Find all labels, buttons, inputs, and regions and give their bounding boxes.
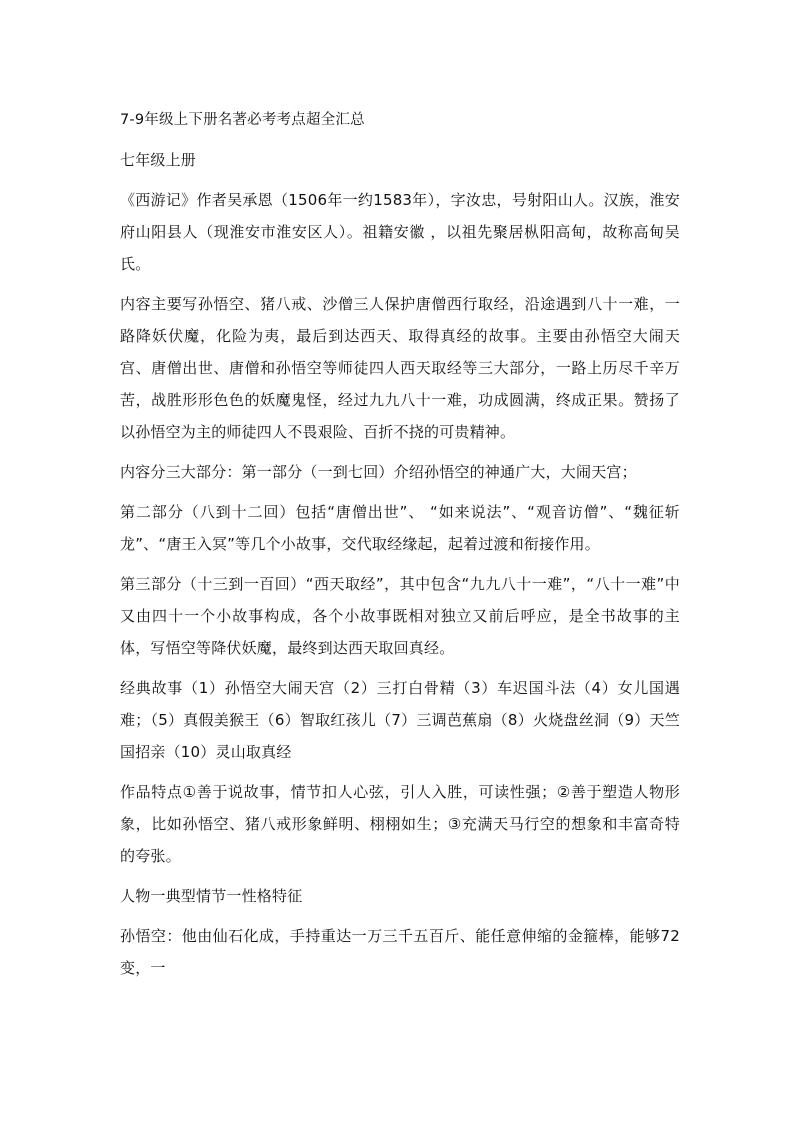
spacer xyxy=(120,664,680,672)
paragraph-part-two: 第二部分（八到十二回）包括“唐僧出世”、 “如来说法”、“观音访僧”、“魏征斩龙”、“唐王入冥”等几个小故事，交代取经缘起，起着过渡和衔接作用。 xyxy=(120,503,680,553)
spacer xyxy=(120,560,680,568)
document-title: 7-9年级上下册名著必考考点超全汇总 xyxy=(120,112,365,128)
section-heading: 七年级上册 xyxy=(120,151,197,169)
spacer xyxy=(120,768,680,776)
paragraph-features: 作品特点①善于说故事，情节扣人心弦，引人入胜，可读性强；②善于塑造人物形象，比如孙悟空、猪八戒形象鲜明、栩栩如生；③充满天马行空的想象和丰富奇特的夸张。 xyxy=(120,783,680,865)
spacer xyxy=(120,136,680,144)
spacer xyxy=(120,176,680,184)
paragraph-part-one: 内容分三大部分：第一部分（一到七回）介绍孙悟空的神通广大，大闹天宫； xyxy=(120,463,637,481)
paragraph-part-three: 第三部分（十三到一百回）“西天取经”，其中包含“九九八十一难”，“八十一难”中又由四十一个小故事构成，各个小故事既相对独立又前后呼应，是全书故事的主体，写悟空等降伏妖魔，最终到达西天取回真经。 xyxy=(120,575,680,657)
spacer xyxy=(120,872,680,880)
paragraph-character-heading: 人物一典型情节一性格特征 xyxy=(120,887,303,905)
paragraph-summary: 内容主要写孙悟空、猪八戒、沙僧三人保护唐僧西行取经，沿途遇到八十一难，一路降妖伏魔，化险为夷，最后到达西天、取得真经的故事。主要由孙悟空大闹天宫、唐僧出世、唐僧和孙悟空等师徒四人西天取经等三大部分，一路上历尽千辛万苦，战胜形形色色的妖魔鬼怪，经过九九八十一难，功成圆满，终成正果。赞扬了以孙悟空为主的师徒四人不畏艰险、百折不挠的可贵精神。 xyxy=(120,295,680,441)
spacer xyxy=(120,448,680,456)
spacer xyxy=(120,912,680,920)
document-body xyxy=(120,104,680,984)
paragraph-classic-stories: 经典故事（1）孙悟空大闹天宫（2）三打白骨精（3）车迟国斗法（4）女儿国遇难；（5）真假美猴王（6）智取红孩儿（7）三调芭蕉扇（8）火烧盘丝洞（9）天竺国招亲（10）灵山取真经 xyxy=(120,679,680,761)
paragraph-author: 《西游记》作者吴承恩（1506年一约1583年），字汝忠，号射阳山人。汉族，淮安府山阳县人（现淮安市淮安区人）。祖籍安徽 ，以祖先聚居枞阳高甸，故称高甸吴氏。 xyxy=(120,191,680,273)
paragraph-sun-wukong: 孙悟空：他由仙石化成，手持重达一万三千五百斤、能任意伸缩的金箍棒，能够72变，一 xyxy=(120,927,680,977)
spacer xyxy=(120,280,680,288)
spacer xyxy=(120,488,680,496)
